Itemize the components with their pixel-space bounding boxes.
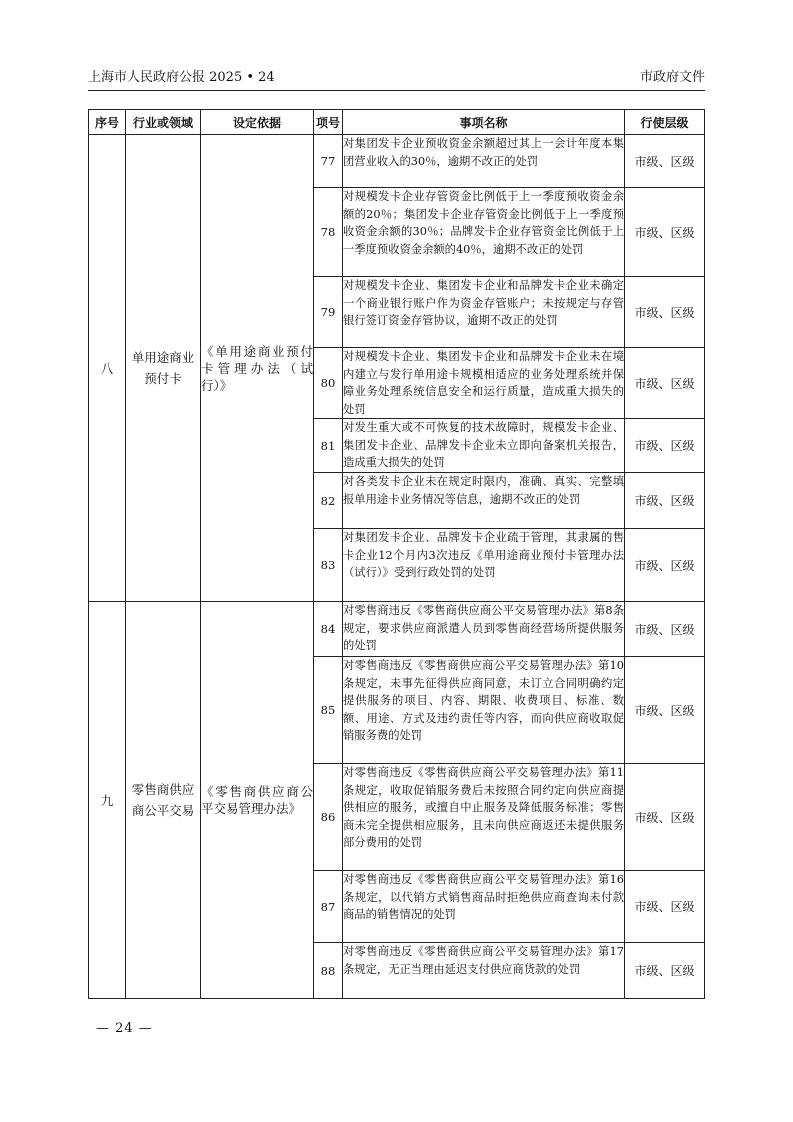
item-level: 市级、区级	[625, 602, 705, 657]
group-basis: 《零售商供应商公平交易管理办法》	[201, 602, 314, 999]
item-level: 市级、区级	[625, 529, 705, 602]
item-name: 对零售商违反《零售商供应商公平交易管理办法》第17条规定，无正当理由延迟支付供应商货款的处罚	[343, 943, 625, 999]
item-no: 86	[314, 764, 343, 871]
group-industry: 单用途商业预付卡	[126, 135, 201, 602]
item-no: 83	[314, 529, 343, 602]
item-name: 对规模发卡企业存管资金比例低于上一季度预收资金余额的20％；集团发卡企业存管资金比例低于上一季度预收资金余额的30％；品牌发卡企业存管资金比例低于上一季度预收资金余额的40％，逾期不改正的处罚	[343, 188, 625, 277]
item-level: 市级、区级	[625, 348, 705, 419]
item-level: 市级、区级	[625, 943, 705, 999]
item-level: 市级、区级	[625, 277, 705, 348]
item-no: 77	[314, 135, 343, 188]
header-industry: 行业或领域	[126, 110, 201, 135]
item-level: 市级、区级	[625, 473, 705, 529]
item-level: 市级、区级	[625, 764, 705, 871]
group-seq: 九	[89, 602, 126, 999]
header-item-name: 事项名称	[343, 110, 625, 135]
group-seq: 八	[89, 135, 126, 602]
header-level: 行使层级	[625, 110, 705, 135]
item-no: 88	[314, 943, 343, 999]
item-name: 对发生重大或不可恢复的技术故障时，规模发卡企业、集团发卡企业、品牌发卡企业未立即向备案机关报告，造成重大损失的处罚	[343, 419, 625, 473]
publication-title: 上海市人民政府公报 2025 • 24	[88, 70, 275, 85]
item-name: 对集团发卡企业预收资金余额超过其上一会计年度本集团营业收入的30％，逾期不改正的处罚	[343, 135, 625, 188]
item-level: 市级、区级	[625, 657, 705, 764]
item-level: 市级、区级	[625, 188, 705, 277]
table-row	[89, 602, 705, 657]
item-no: 79	[314, 277, 343, 348]
item-no: 87	[314, 871, 343, 943]
item-no: 81	[314, 419, 343, 473]
item-name: 对零售商违反《零售商供应商公平交易管理办法》第16条规定，以代销方式销售商品时拒绝供应商查询未付款商品的销售情况的处罚	[343, 871, 625, 943]
item-no: 80	[314, 348, 343, 419]
group-industry: 零售商供应商公平交易	[126, 602, 201, 999]
table-row	[89, 135, 705, 188]
header-seq: 序号	[89, 110, 126, 135]
item-no: 78	[314, 188, 343, 277]
item-no: 85	[314, 657, 343, 764]
group-basis: 《单用途商业预付卡管理办法（试行）》	[201, 135, 314, 602]
item-no: 82	[314, 473, 343, 529]
header-basis: 设定依据	[201, 110, 314, 135]
item-name: 对集团发卡企业、品牌发卡企业疏于管理，其隶属的售卡企业12个月内3次违反《单用途商业预付卡管理办法（试行）》受到行政处罚的处罚	[343, 529, 625, 602]
penalty-items-table	[88, 109, 705, 999]
document-category: 市政府文件	[639, 70, 705, 85]
header-item-no: 项号	[314, 110, 343, 135]
item-no: 84	[314, 602, 343, 657]
item-name: 对零售商违反《零售商供应商公平交易管理办法》第10条规定，未事先征得供应商同意，未订立合同明确约定提供服务的项目、内容、期限、收费项目、标准、数额、用途、方式及违约责任等内容，而向供应商收取促销服务费的处罚	[343, 657, 625, 764]
item-name: 对规模发卡企业、集团发卡企业和品牌发卡企业未确定一个商业银行账户作为资金存管账户；未按规定与存管银行签订资金存管协议，逾期不改正的处罚	[343, 277, 625, 348]
item-name: 对各类发卡企业未在规定时限内，准确、真实、完整填报单用途卡业务情况等信息，逾期不改正的处罚	[343, 473, 625, 529]
item-level: 市级、区级	[625, 135, 705, 188]
item-level: 市级、区级	[625, 871, 705, 943]
item-name: 对零售商违反《零售商供应商公平交易管理办法》第8条规定，要求供应商派遣人员到零售商经营场所提供服务的处罚	[343, 602, 625, 657]
table-header-row	[89, 110, 705, 135]
item-name: 对规模发卡企业、集团发卡企业和品牌发卡企业未在境内建立与发行单用途卡规模相适应的业务处理系统并保障业务处理系统信息安全和运行质量，造成重大损失的处罚	[343, 348, 625, 419]
header-divider	[88, 90, 705, 91]
item-name: 对零售商违反《零售商供应商公平交易管理办法》第11条规定，收取促销服务费后未按照合同约定向供应商提供相应的服务，或擅自中止服务及降低服务标准；零售商未完全提供相应服务，且未向供应商返还未提供服务部分费用的处罚	[343, 764, 625, 871]
page-number: — 24 —	[96, 1021, 153, 1036]
item-level: 市级、区级	[625, 419, 705, 473]
